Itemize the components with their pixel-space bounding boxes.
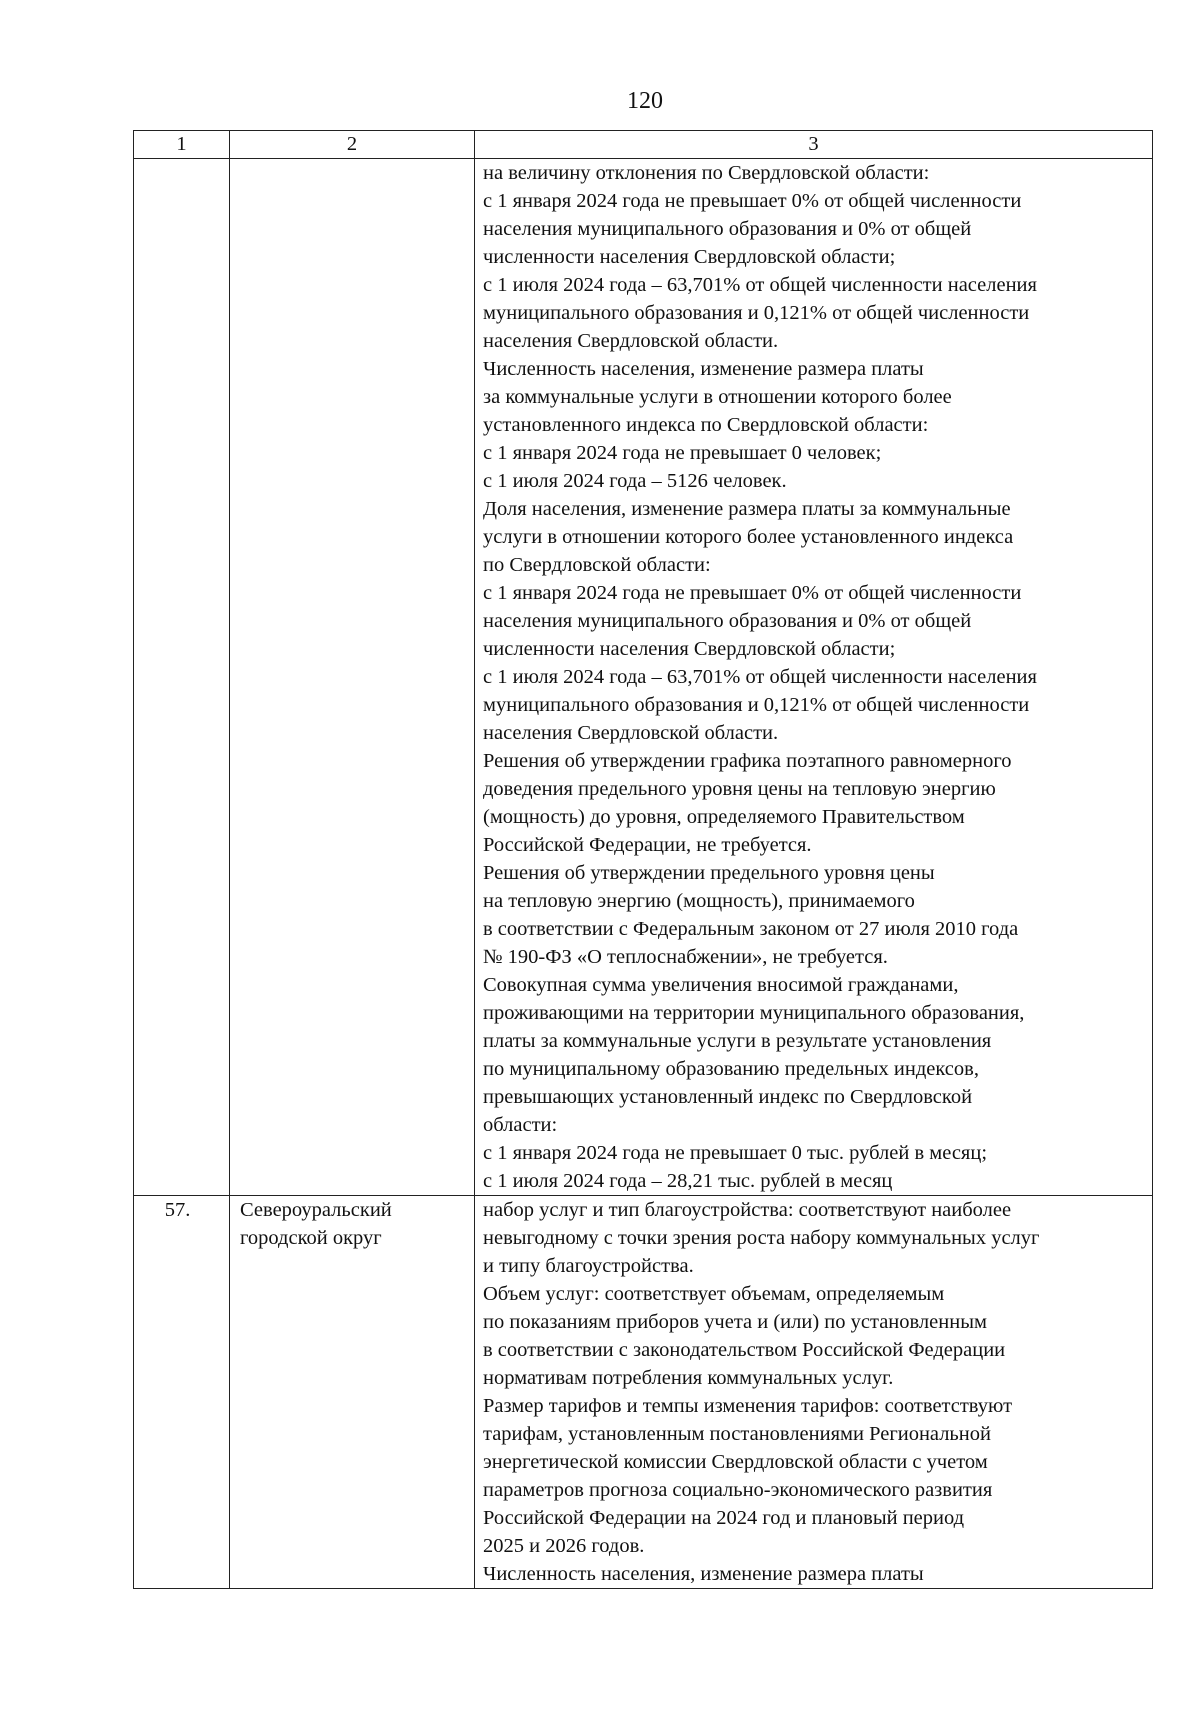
- text-line: набор услуг и тип благоустройства: соответствуют наиболее: [483, 1199, 1012, 1221]
- text-line: с 1 января 2024 года не превышает 0% от общей численности: [483, 582, 1022, 604]
- text-line: Решения об утверждении предельного уровня цены: [483, 862, 935, 884]
- text-line: Размер тарифов и темпы изменения тарифов: соответствуют: [483, 1395, 1013, 1417]
- text-line: муниципального образования и 0,121% от общей численности: [483, 302, 1030, 324]
- text-line: по показаниям приборов учета и (или) по установленным: [483, 1311, 987, 1333]
- column-header-2: 2: [230, 131, 475, 159]
- municipality-name-cell: [230, 1196, 475, 1589]
- text-line: Численность населения, изменение размера платы: [483, 1563, 924, 1585]
- row-number-cell: [134, 159, 230, 1196]
- text-line: Численность населения, изменение размера платы: [483, 358, 924, 380]
- text-line: муниципального образования и 0,121% от общей численности: [483, 694, 1030, 716]
- text-line: Объем услуг: соответствует объемам, определяемым: [483, 1283, 945, 1305]
- text-line: и типу благоустройства.: [483, 1255, 694, 1277]
- text-line: численности населения Свердловской области;: [483, 638, 896, 660]
- row-number-cell: 57.: [134, 1196, 230, 1589]
- text-line: с 1 января 2024 года не превышает 0 человек;: [483, 442, 882, 464]
- text-line: энергетической комиссии Свердловской области с учетом: [483, 1451, 988, 1473]
- column-header-3: 3: [475, 131, 1153, 159]
- text-line: превышающих установленный индекс по Свердловской: [483, 1086, 973, 1108]
- text-line: населения муниципального образования и 0% от общей: [483, 218, 972, 240]
- text-line: в соответствии с Федеральным законом от 27 июля 2010 года: [483, 918, 1019, 940]
- text-line: с 1 июля 2024 года – 63,701% от общей численности населения: [483, 274, 1037, 296]
- text-line: тарифам, установленным постановлениями Региональной: [483, 1423, 991, 1445]
- table-row: [134, 1196, 1153, 1589]
- text-line: с 1 июля 2024 года – 63,701% от общей численности населения: [483, 666, 1037, 688]
- text-line: Российской Федерации на 2024 год и плановый период: [483, 1507, 965, 1529]
- text-line: параметров прогноза социально-экономического развития: [483, 1479, 993, 1501]
- text-line: на величину отклонения по Свердловской области:: [483, 162, 930, 184]
- text-line: 2025 и 2026 годов.: [483, 1535, 645, 1557]
- text-line: в соответствии с законодательством Российской Федерации: [483, 1339, 1006, 1361]
- text-line: установленного индекса по Свердловской области:: [483, 414, 929, 436]
- table-header-row: [134, 131, 1153, 159]
- text-line: населения Свердловской области.: [483, 330, 779, 352]
- text-line: с 1 июля 2024 года – 28,21 тыс. рублей в месяц: [483, 1170, 893, 1192]
- text-line: населения муниципального образования и 0% от общей: [483, 610, 972, 632]
- text-line: нормативам потребления коммунальных услуг.: [483, 1367, 894, 1389]
- text-line: Российской Федерации, не требуется.: [483, 834, 812, 856]
- text-line: с 1 июля 2024 года – 5126 человек.: [483, 470, 787, 492]
- text-line: населения Свердловской области.: [483, 722, 779, 744]
- text-line: доведения предельного уровня цены на тепловую энергию: [483, 778, 996, 800]
- text-line: услуги в отношении которого более установленного индекса: [483, 526, 1014, 548]
- data-table: [133, 130, 1153, 1589]
- municipality-name-line: Североуральский: [240, 1199, 392, 1221]
- text-line: области:: [483, 1114, 558, 1136]
- text-line: (мощность) до уровня, определяемого Правительством: [483, 806, 965, 828]
- table-row: [134, 159, 1153, 1196]
- text-line: Доля населения, изменение размера платы за коммунальные: [483, 498, 1011, 520]
- text-line: № 190-ФЗ «О теплоснабжении», не требуется.: [483, 946, 888, 968]
- text-line: на тепловую энергию (мощность), принимаемого: [483, 890, 915, 912]
- text-line: по Свердловской области:: [483, 554, 711, 576]
- description-cell: [475, 1196, 1153, 1589]
- text-line: платы за коммунальные услуги в результате установления: [483, 1030, 992, 1052]
- text-line: невыгодному с точки зрения роста набору коммунальных услуг: [483, 1227, 1040, 1249]
- municipality-name-line: городской округ: [240, 1227, 382, 1249]
- municipality-name-cell: [230, 159, 475, 1196]
- text-line: с 1 января 2024 года не превышает 0 тыс. рублей в месяц;: [483, 1142, 988, 1164]
- text-line: с 1 января 2024 года не превышает 0% от общей численности: [483, 190, 1022, 212]
- text-line: проживающими на территории муниципального образования,: [483, 1002, 1025, 1024]
- text-line: Совокупная сумма увеличения вносимой гражданами,: [483, 974, 959, 996]
- column-header-1: 1: [134, 131, 230, 159]
- text-line: за коммунальные услуги в отношении которого более: [483, 386, 952, 408]
- page-number: 120: [627, 88, 663, 114]
- text-line: по муниципальному образованию предельных индексов,: [483, 1058, 979, 1080]
- text-line: численности населения Свердловской области;: [483, 246, 896, 268]
- text-line: Решения об утверждении графика поэтапного равномерного: [483, 750, 1012, 772]
- description-cell: [475, 159, 1153, 1196]
